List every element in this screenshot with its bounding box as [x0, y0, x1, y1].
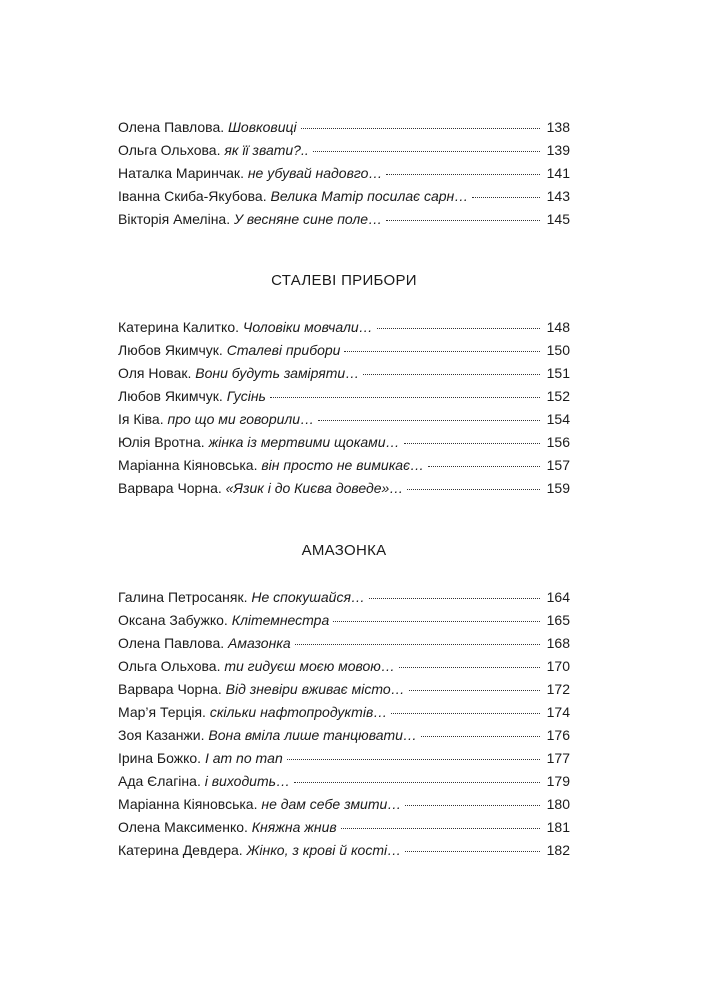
dot-leader — [270, 397, 540, 398]
toc-entry — [118, 431, 570, 454]
entry-page-number: 179 — [546, 773, 570, 789]
toc-entry — [118, 208, 570, 231]
entry-title: Чоловіки мовчали… — [242, 319, 373, 335]
entry-author: Олена Павлова . — [118, 632, 228, 655]
entry-page-number: 159 — [546, 480, 570, 496]
entry-title: не убувай надовго… — [247, 165, 383, 181]
dot-leader — [369, 598, 540, 599]
toc-entry — [118, 816, 570, 839]
entry-title: Вона вміла лише танцювати… — [208, 727, 417, 743]
toc-entry — [118, 701, 570, 724]
entry-author: Катерина Калитко . — [118, 316, 243, 339]
entry-page-number: 164 — [546, 589, 570, 605]
toc-entry — [118, 655, 570, 678]
toc-entry — [118, 316, 570, 339]
entry-author: Вікторія Амеліна . — [118, 208, 234, 231]
entry-author: Ольга Ольхова . — [118, 655, 224, 678]
entry-title: Сталеві прибори — [226, 342, 341, 358]
entry-page-number: 172 — [546, 681, 570, 697]
entry-author: Маріанна Кіяновська . — [118, 454, 261, 477]
entry-author: Варвара Чорна . — [118, 678, 226, 701]
entry-page-number: 177 — [546, 750, 570, 766]
entry-page-number: 156 — [546, 434, 570, 450]
toc-section-continued — [118, 116, 570, 231]
entry-page-number: 165 — [546, 612, 570, 628]
entry-title: Амазонка — [228, 635, 291, 651]
dot-leader — [386, 174, 540, 175]
entry-author: Оля Новак . — [118, 362, 195, 385]
dot-leader — [287, 759, 540, 760]
toc-entry — [118, 454, 570, 477]
toc-entry — [118, 724, 570, 747]
dot-leader — [294, 782, 540, 783]
dot-leader — [386, 220, 540, 221]
entry-title: Не спокушайся… — [251, 589, 365, 605]
entry-author: Оксана Забужко . — [118, 609, 232, 632]
entry-page-number: 145 — [546, 211, 570, 227]
dot-leader — [301, 128, 540, 129]
dot-leader — [404, 443, 541, 444]
entry-page-number: 182 — [546, 842, 570, 858]
entry-author: Мар’я Терція . — [118, 701, 210, 724]
dot-leader — [399, 667, 540, 668]
dot-leader — [318, 420, 540, 421]
entry-page-number: 174 — [546, 704, 570, 720]
toc-entry — [118, 609, 570, 632]
entry-title: не дам себе змити… — [261, 796, 402, 812]
entry-author: Ія Ківа . — [118, 408, 167, 431]
toc-section-amazonka — [118, 541, 570, 862]
entry-title: Княжна жнив — [251, 819, 337, 835]
entry-title: Клітемнестра — [231, 612, 330, 628]
toc-entry — [118, 162, 570, 185]
dot-leader — [407, 489, 540, 490]
entry-title: Велика Матір посилає сарн… — [270, 188, 469, 204]
entry-title: Від зневіри вживає місто… — [225, 681, 405, 697]
entry-author: Наталка Маринчак . — [118, 162, 248, 185]
entry-author: Катерина Девдера . — [118, 839, 247, 862]
entry-author: Любов Якимчук . — [118, 339, 227, 362]
entry-author: Любов Якимчук . — [118, 385, 227, 408]
toc-entry — [118, 839, 570, 862]
entry-title: «Язик і до Києва доведе»… — [225, 480, 404, 496]
toc-entry — [118, 116, 570, 139]
entry-author: Ада Єлагіна . — [118, 770, 205, 793]
dot-leader — [377, 328, 540, 329]
entry-title: Жінко, з крові й кості… — [246, 842, 402, 858]
dot-leader — [391, 713, 540, 714]
entry-title: Шовковиці — [228, 119, 297, 135]
toc-entry — [118, 678, 570, 701]
toc-entry — [118, 770, 570, 793]
section-heading: АМАЗОНКА — [301, 542, 387, 559]
entry-author: Ірина Божко . — [118, 747, 205, 770]
entry-page-number: 148 — [546, 319, 570, 335]
toc-entry — [118, 586, 570, 609]
entry-page-number: 154 — [546, 411, 570, 427]
entry-page-number: 180 — [546, 796, 570, 812]
entry-title: як її звати?.. — [224, 142, 309, 158]
entry-author: Юлія Вротна . — [118, 431, 209, 454]
dot-leader — [313, 151, 540, 152]
dot-leader — [341, 828, 540, 829]
entry-author: Олена Павлова . — [118, 116, 228, 139]
toc-entry — [118, 362, 570, 385]
toc-entry — [118, 408, 570, 431]
section-heading: СТАЛЕВІ ПРИБОРИ — [271, 272, 417, 289]
entry-page-number: 150 — [546, 342, 570, 358]
dot-leader — [409, 690, 540, 691]
entry-author: Ольга Ольхова . — [118, 139, 224, 162]
toc-entry — [118, 793, 570, 816]
dot-leader — [421, 736, 540, 737]
entry-page-number: 139 — [546, 142, 570, 158]
entry-page-number: 181 — [546, 819, 570, 835]
dot-leader — [295, 644, 540, 645]
entry-page-number: 176 — [546, 727, 570, 743]
entry-page-number: 168 — [546, 635, 570, 651]
entry-title: Гусінь — [226, 388, 266, 404]
entry-page-number: 170 — [546, 658, 570, 674]
toc-entry — [118, 339, 570, 362]
entry-title: він просто не вимикає… — [261, 457, 425, 473]
toc-entry — [118, 385, 570, 408]
toc-entry — [118, 747, 570, 770]
entry-title: і виходить… — [204, 773, 290, 789]
dot-leader — [363, 374, 540, 375]
entry-author: Іванна Скиба-Якубова . — [118, 185, 271, 208]
entry-page-number: 138 — [546, 119, 570, 135]
toc-entry — [118, 477, 570, 500]
entry-title: скільки нафтопродуктів… — [209, 704, 388, 720]
dot-leader — [344, 351, 540, 352]
entry-author: Олена Максименко . — [118, 816, 252, 839]
entry-title: ти гидуєш моєю мовою… — [224, 658, 395, 674]
dot-leader — [428, 466, 540, 467]
entry-page-number: 143 — [546, 188, 570, 204]
entry-title: У весняне сине поле… — [234, 211, 383, 227]
entry-page-number: 152 — [546, 388, 570, 404]
entry-title: про що ми говорили… — [167, 411, 315, 427]
entry-author: Зоя Казанжи . — [118, 724, 208, 747]
entry-page-number: 157 — [546, 457, 570, 473]
toc-section-stalevi-prybory — [118, 271, 570, 500]
dot-leader — [405, 805, 540, 806]
entry-title: жінка із мертвими щоками… — [208, 434, 400, 450]
entry-title: Вони будуть заміряти… — [195, 365, 360, 381]
toc-entry — [118, 139, 570, 162]
dot-leader — [472, 197, 540, 198]
entry-author: Маріанна Кіяновська . — [118, 793, 261, 816]
dot-leader — [405, 851, 540, 852]
entry-author: Варвара Чорна . — [118, 477, 226, 500]
entry-title: I am no man — [204, 750, 283, 766]
toc-entry — [118, 632, 570, 655]
entry-page-number: 141 — [546, 165, 570, 181]
dot-leader — [333, 621, 540, 622]
toc-entry — [118, 185, 570, 208]
entry-author: Галина Петросаняк . — [118, 586, 251, 609]
entry-page-number: 151 — [546, 365, 570, 381]
